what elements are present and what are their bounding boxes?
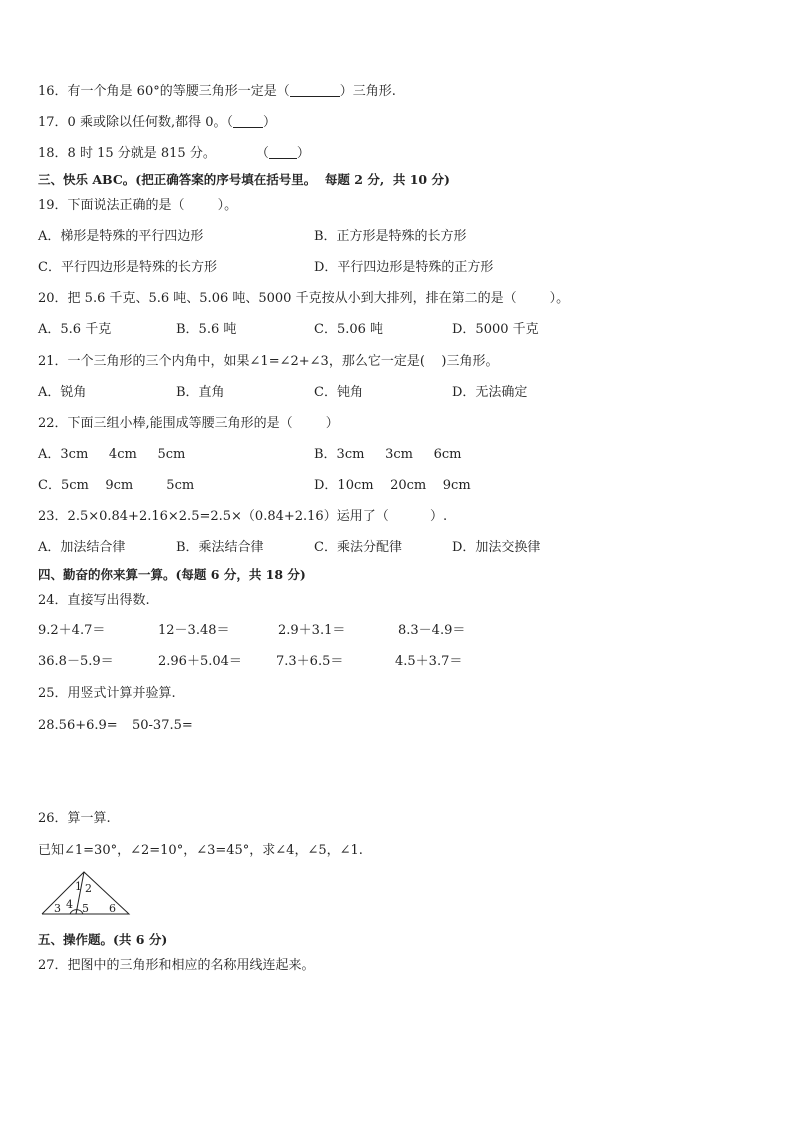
q17-text-before: 17．0 乘或除以任何数,都得 0。（ bbox=[38, 115, 233, 130]
q19-option-c[interactable]: C．平行四边形是特殊的长方形 bbox=[38, 260, 217, 275]
q22-option-c[interactable]: C．5cm 9cm 5cm bbox=[38, 478, 195, 493]
q19-option-a[interactable]: A．梯形是特殊的平行四边形 bbox=[38, 229, 204, 244]
q18-answer-blank[interactable] bbox=[269, 146, 297, 159]
q25-expr-2: 50-37.5= bbox=[132, 718, 193, 733]
q19-option-b[interactable]: B．正方形是特殊的长方形 bbox=[314, 229, 467, 244]
q24-expr-1: 9.2＋4.7＝ bbox=[38, 623, 106, 638]
section-4-heading: 四、勤奋的你来算一算。(每题 6 分，共 18 分) bbox=[38, 567, 306, 582]
q16-text-before: 16．有一个角是 60°的等腰三角形一定是（ bbox=[38, 84, 290, 99]
q22-option-b[interactable]: B．3cm 3cm 6cm bbox=[314, 447, 462, 462]
q24-expr-5: 36.8－5.9＝ bbox=[38, 654, 114, 669]
q21-option-a[interactable]: A．锐角 bbox=[38, 385, 87, 400]
q22-option-a[interactable]: A．3cm 4cm 5cm bbox=[38, 447, 186, 462]
q24-expr-2: 12－3.48＝ bbox=[158, 623, 230, 638]
angle-label-2: 2 bbox=[85, 882, 92, 895]
section-3-heading: 三、快乐 ABC。(把正确答案的序号填在括号里。 每题 2 分, 共 10 分) bbox=[38, 172, 450, 187]
question-18 bbox=[38, 146, 310, 162]
question-26-stem: 26．算一算. bbox=[38, 811, 111, 826]
q23-option-a[interactable]: A．加法结合律 bbox=[38, 540, 126, 555]
question-25-stem: 25．用竖式计算并验算. bbox=[38, 686, 176, 701]
question-23-stem: 23．2.5×0.84+2.16×2.5=2.5×（0.84+2.16）运用了（ ）. bbox=[38, 509, 448, 524]
q24-expr-4: 8.3－4.9＝ bbox=[398, 623, 466, 638]
q17-answer-blank[interactable] bbox=[233, 115, 263, 128]
q21-option-d[interactable]: D．无法确定 bbox=[452, 385, 528, 400]
q19-option-d[interactable]: D．平行四边形是特殊的正方形 bbox=[314, 260, 494, 275]
angle-label-6: 6 bbox=[109, 902, 116, 915]
question-19-stem: 19．下面说法正确的是（ ）。 bbox=[38, 198, 238, 213]
q23-option-d[interactable]: D．加法交换律 bbox=[452, 540, 541, 555]
section-5-heading: 五、操作题。(共 6 分) bbox=[38, 932, 168, 947]
angle-label-3: 3 bbox=[54, 902, 61, 915]
q21-option-c[interactable]: C．钝角 bbox=[314, 385, 363, 400]
question-21-stem: 21．一个三角形的三个内角中，如果∠1=∠2+∠3，那么它一定是( )三角形。 bbox=[38, 354, 499, 369]
question-24-stem: 24．直接写出得数. bbox=[38, 593, 150, 608]
question-17 bbox=[38, 115, 276, 131]
q18-paren-right: ） bbox=[296, 146, 310, 161]
angle-label-4: 4 bbox=[66, 898, 73, 911]
q24-expr-3: 2.9＋3.1＝ bbox=[278, 623, 346, 638]
question-22-stem: 22．下面三组小棒,能围成等腰三角形的是（ ） bbox=[38, 416, 339, 431]
q17-text-after: ） bbox=[262, 115, 276, 130]
q20-option-a[interactable]: A．5.6 千克 bbox=[38, 322, 112, 337]
q24-expr-7: 7.3＋6.5＝ bbox=[276, 654, 344, 669]
question-20-stem: 20．把 5.6 千克、5.6 吨、5.06 吨、5000 千克按从小到大排列，排在第二的是（ ）。 bbox=[38, 291, 570, 306]
q25-expr-1: 28.56+6.9= bbox=[38, 718, 118, 733]
q23-option-b[interactable]: B．乘法结合律 bbox=[176, 540, 264, 555]
q24-expr-8: 4.5＋3.7＝ bbox=[395, 654, 463, 669]
triangle-angles-figure bbox=[38, 868, 134, 920]
q20-option-b[interactable]: B．5.6 吨 bbox=[176, 322, 237, 337]
q23-option-c[interactable]: C．乘法分配律 bbox=[314, 540, 402, 555]
q16-answer-blank[interactable] bbox=[290, 84, 340, 97]
q21-option-b[interactable]: B．直角 bbox=[176, 385, 225, 400]
angle-label-5: 5 bbox=[82, 902, 89, 915]
q24-expr-6: 2.96＋5.04＝ bbox=[158, 654, 242, 669]
q20-option-c[interactable]: C．5.06 吨 bbox=[314, 322, 384, 337]
q26-given: 已知∠1=30°，∠2=10°，∠3=45°，求∠4，∠5，∠1. bbox=[38, 843, 363, 858]
q20-option-d[interactable]: D．5000 千克 bbox=[452, 322, 539, 337]
q18-paren-left: （ bbox=[255, 146, 269, 161]
angle-label-1: 1 bbox=[75, 880, 82, 893]
q22-option-d[interactable]: D．10cm 20cm 9cm bbox=[314, 478, 471, 493]
question-27-stem: 27．把图中的三角形和相应的名称用线连起来。 bbox=[38, 958, 315, 973]
q18-text: 18．8 时 15 分就是 815 分。 bbox=[38, 146, 216, 161]
q16-text-after: ）三角形. bbox=[339, 84, 396, 99]
question-16 bbox=[38, 84, 396, 100]
